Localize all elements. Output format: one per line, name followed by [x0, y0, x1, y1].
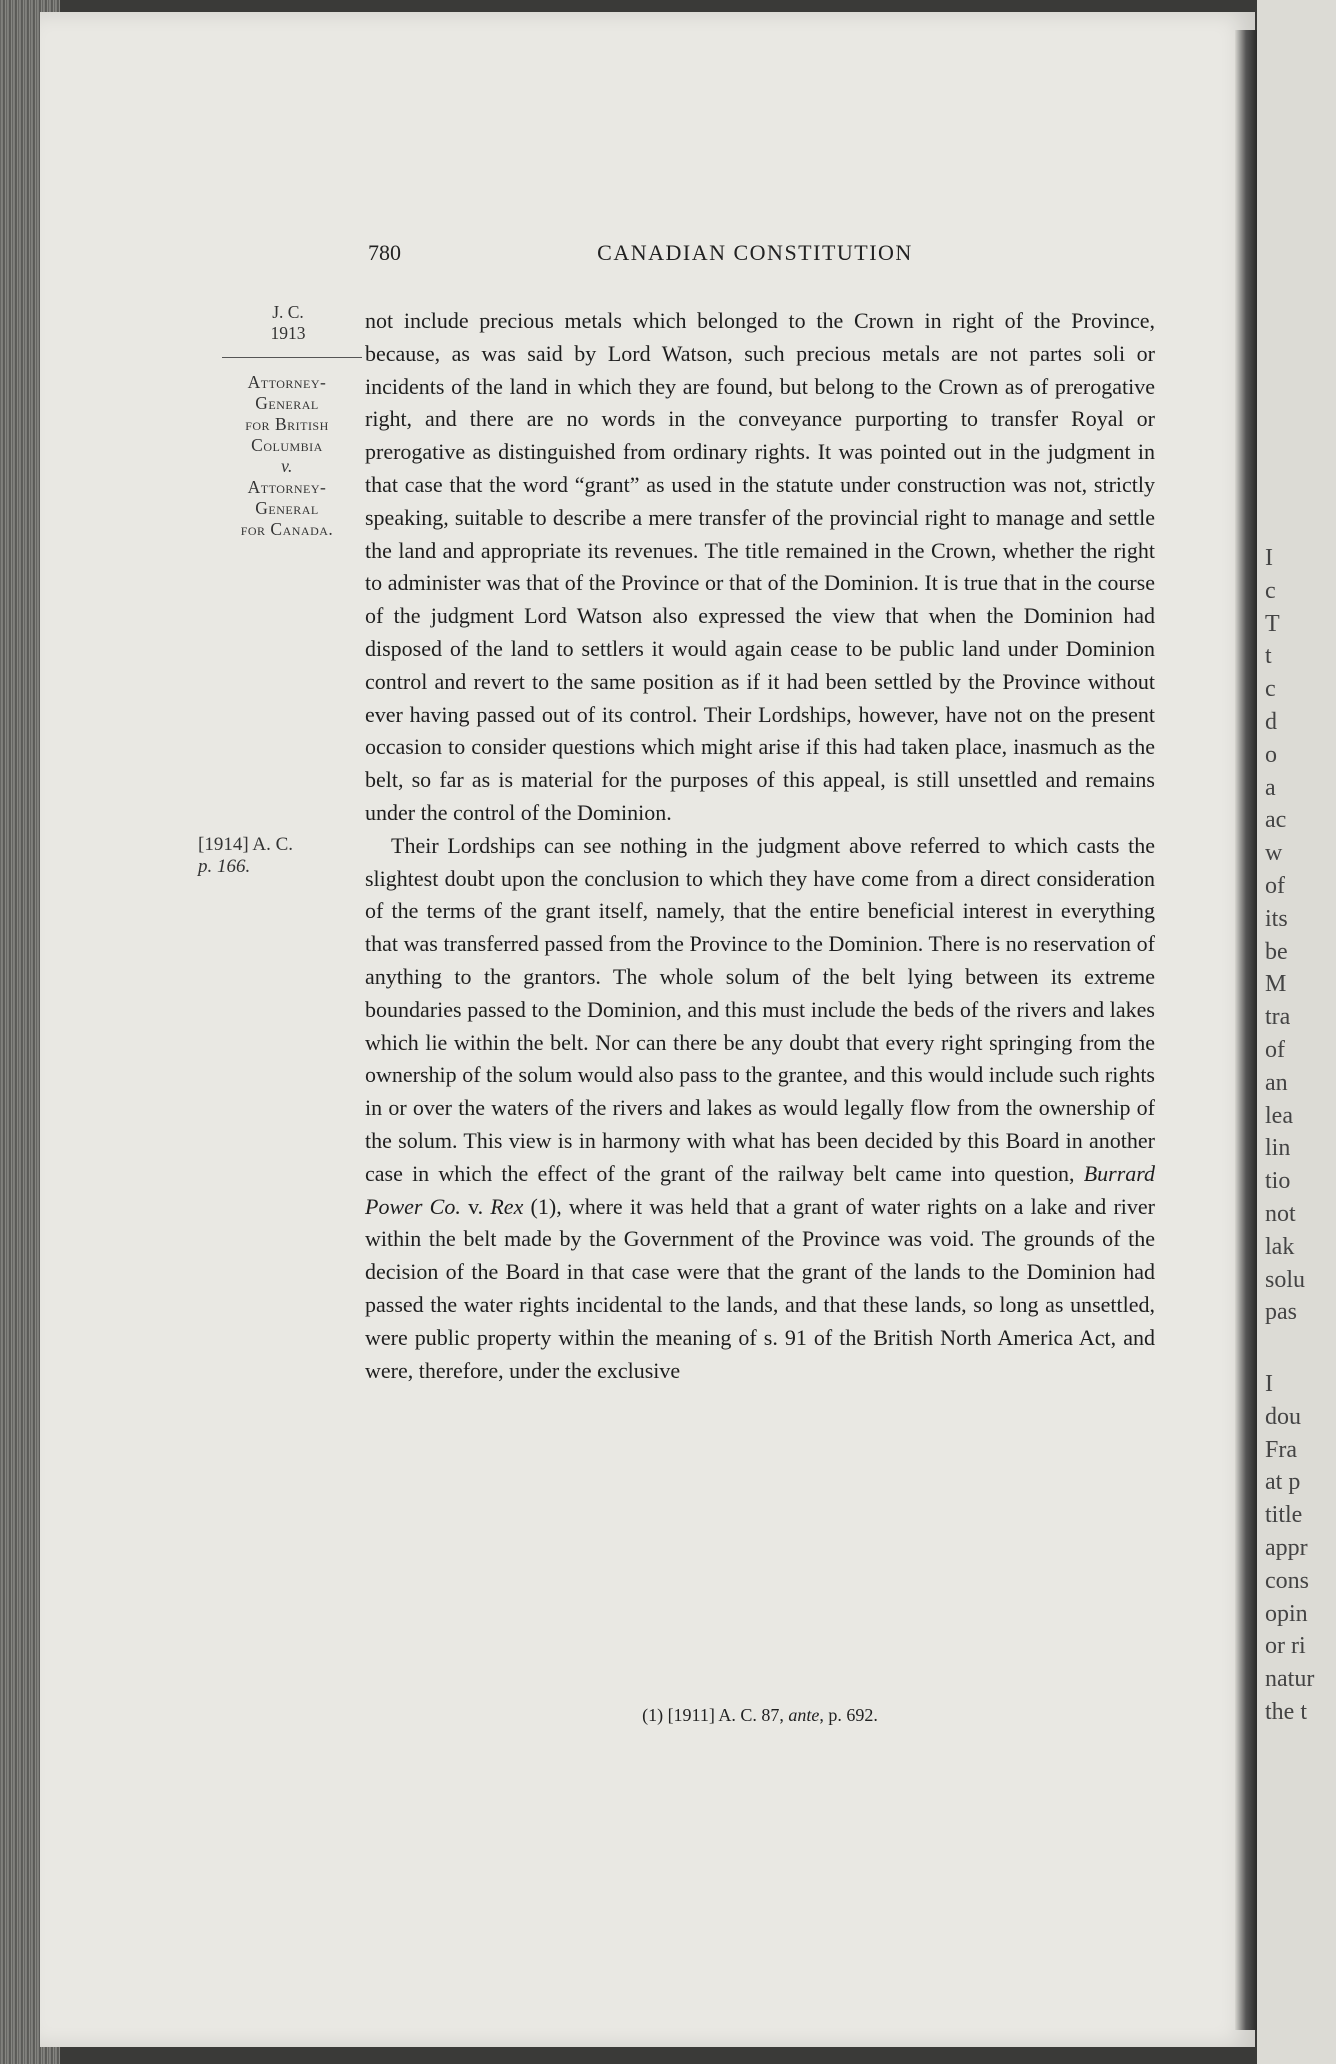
- facing-page-text: I: [1265, 545, 1273, 571]
- book-gutter: [1235, 30, 1257, 2030]
- case-name: Burrard Power Co.: [365, 1160, 1155, 1219]
- facing-page-text: pas: [1265, 1299, 1297, 1326]
- page-number: 780: [368, 240, 401, 265]
- facing-page-text: M: [1265, 971, 1287, 998]
- margin-case-title: [222, 372, 352, 540]
- facing-page-text: of: [1265, 1037, 1285, 1063]
- margin-year: 1913: [270, 323, 306, 343]
- margin-citation: [198, 834, 348, 878]
- footnote: (1) [1911] A. C. 87, ante, p. 692.: [642, 1705, 878, 1725]
- facing-page-text: of: [1265, 873, 1285, 899]
- facing-page-text: an: [1265, 1069, 1288, 1096]
- case-line: Columbia: [251, 435, 323, 455]
- facing-page-fragment: [1257, 0, 1336, 2064]
- citation-line: p. 166.: [198, 856, 251, 877]
- facing-page-text: the t: [1265, 1699, 1307, 1725]
- footnote-ref: (1),: [530, 1193, 562, 1219]
- margin-court-label: J. C.: [272, 302, 304, 322]
- facing-page-text: a: [1265, 774, 1276, 801]
- facing-page-text: cons: [1265, 1567, 1309, 1594]
- facing-page-text: c: [1265, 676, 1276, 703]
- facing-page-text: solu: [1265, 1266, 1306, 1293]
- facing-page-text: tio: [1265, 1168, 1291, 1195]
- facing-page-text: tra: [1265, 1004, 1291, 1031]
- case-line: Attorney-: [247, 372, 327, 392]
- facing-page-text: Fra: [1265, 1436, 1297, 1463]
- main-text: [365, 305, 1155, 1387]
- facing-page-text: lin: [1265, 1135, 1291, 1162]
- running-title: CANADIAN CONSTITUTION: [597, 240, 913, 265]
- facing-page-text: T: [1265, 610, 1280, 637]
- facing-page-text: or ri: [1265, 1633, 1306, 1660]
- citation-line: [1914] A. C.: [198, 834, 293, 855]
- facing-page-text: w: [1265, 840, 1283, 867]
- facing-page-text: title: [1265, 1502, 1303, 1529]
- facing-page-text: appr: [1265, 1535, 1308, 1561]
- case-name-rex: Rex: [490, 1193, 524, 1219]
- case-line: General: [255, 498, 319, 518]
- footnote-ante: ante: [788, 1705, 820, 1725]
- facing-page-text: I: [1265, 1371, 1273, 1397]
- facing-page-text: opin: [1265, 1600, 1308, 1627]
- case-line: for Canada.: [240, 519, 334, 539]
- margin-court: [228, 302, 348, 344]
- margin-rule: [222, 357, 362, 358]
- facing-page-text: its: [1265, 905, 1288, 932]
- case-line: Attorney-: [247, 477, 327, 497]
- facing-page-text: ac: [1265, 807, 1287, 834]
- facing-page-text: be: [1265, 938, 1288, 965]
- running-head: [360, 240, 1150, 280]
- facing-page-text: d: [1265, 709, 1277, 735]
- facing-page-text: lak: [1265, 1233, 1295, 1260]
- facing-page-text: natur: [1265, 1666, 1315, 1693]
- paragraph: Their Lordships can see nothing in the judgment above referred to which casts the slightest doubt upon the conclusion to which they have come from a direct consideration of the terms of the grant itself, namely, that the entire beneficial interest in everything that was transferred passed from the Province to the Dominion. There is no reservation of anything to the grantors. The whole solum of the belt lying between its extreme boundaries passed to the Dominion, and this must include the beds of the rivers and lakes which lie within the belt. Nor can there be any doubt that every right springing from the ownership of the solum would also pass to the grantee, and this would include such rights in or over the waters of the rivers and lakes as would legally flow from the ownership of the solum. This view is in harmony with what has been decided by this Board in another case in which the effect of the grant of the railway belt came into question, Burrard Power Co. v. Rex (1), where it was held that a grant of water rights on a lake and river within the belt made by the Government of the Province was void. The grounds of the decision of the Board in that case were that the grant of the lands to the Dominion had passed the water rights incidental to the lands, and that these lands, so long as unsettled, were public property within the meaning of s. 91 of the British North America Act, and were, therefore, under the exclusive: [365, 832, 1155, 1383]
- case-line: General: [255, 393, 319, 413]
- facing-page-text: lea: [1265, 1102, 1293, 1129]
- facing-page-text: c: [1265, 577, 1276, 604]
- facing-page-text: not: [1265, 1201, 1296, 1227]
- facing-page-text: at p: [1265, 1469, 1301, 1496]
- facing-page-text: t: [1265, 643, 1272, 670]
- facing-page-text: dou: [1265, 1403, 1301, 1430]
- paragraph: not include precious metals which belonged to the Crown in right of the Province, because, as was said by Lord Watson, such precious metals are not partes soli or incidents of the land in which they are found, but belong to the Crown as of prerogative right, and there are no words in the conveyance purporting to transfer Royal or prerogative as distinguished from ordinary rights. It was pointed out in the judgment in that case that the word “grant” as used in the statute under construction was not, strictly speaking, suitable to describe a mere transfer of the provincial right to manage and settle the land and appropriate its revenues. The title remained in the Crown, whether the right to administer was that of the Province or that of the Dominion. It is true that in the course of the judgment Lord Watson also expressed the view that when the Dominion had disposed of the land to settlers it would again cease to be public land under Dominion control and revert to the same position as if it had been settled by the Province without ever having passed out of its control. Their Lordships, however, have not on the present occasion to consider questions which might arise if this had taken place, inasmuch as the belt, so far as is material for the purposes of this appeal, is still unsettled and remains under the control of the Dominion.: [365, 308, 1155, 825]
- case-line: for British: [245, 414, 329, 434]
- facing-page-text: o: [1265, 741, 1277, 768]
- case-line: v.: [281, 456, 293, 476]
